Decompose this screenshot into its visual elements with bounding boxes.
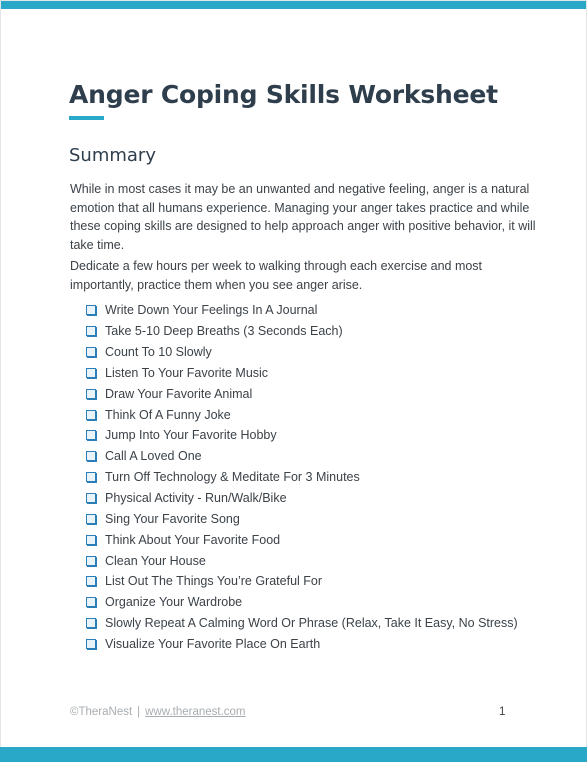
checklist-item[interactable]	[86, 571, 518, 592]
checklist-item-label: Think About Your Favorite Food	[105, 532, 281, 547]
checkbox-icon[interactable]	[86, 368, 96, 378]
checkbox-icon[interactable]	[86, 576, 96, 586]
checklist-item[interactable]	[86, 550, 518, 571]
checkbox-icon[interactable]	[86, 597, 96, 607]
checklist-item[interactable]	[86, 488, 518, 509]
checkbox-icon[interactable]	[86, 430, 96, 440]
checklist-item-label: Listen To Your Favorite Music	[105, 365, 269, 380]
footer-separator: |	[137, 706, 141, 718]
checklist-item[interactable]	[86, 342, 518, 363]
checkbox-icon[interactable]	[86, 535, 96, 545]
page-number: 1	[499, 706, 506, 718]
checklist-item[interactable]	[86, 446, 518, 467]
section-heading-summary: Summary	[69, 145, 156, 166]
bottom-accent-bar	[0, 747, 587, 762]
checklist-item-label: Organize Your Wardrobe	[105, 595, 243, 610]
checklist-item-label: Draw Your Favorite Animal	[105, 386, 253, 401]
checklist-item[interactable]	[86, 363, 518, 384]
coping-skills-checklist	[86, 300, 518, 654]
summary-paragraph-2: Dedicate a few hours per week to walking through each exercise and most importantly, practice them when you see anger arise.	[70, 259, 483, 292]
checklist-item[interactable]	[86, 634, 518, 655]
checkbox-icon[interactable]	[86, 493, 96, 503]
checkbox-icon[interactable]	[86, 326, 96, 336]
checklist-item[interactable]	[86, 404, 518, 425]
checkbox-icon[interactable]	[86, 451, 96, 461]
checkbox-icon[interactable]	[86, 389, 96, 399]
footer-copyright: ©TheraNest	[70, 706, 133, 718]
checklist-item-label: Call A Loved One	[105, 449, 202, 464]
checklist-item-label: Write Down Your Feelings In A Journal	[105, 303, 318, 318]
footer	[70, 706, 246, 718]
checkbox-icon[interactable]	[86, 556, 96, 566]
checklist-item[interactable]	[86, 508, 518, 529]
checklist-item-label: Sing Your Favorite Song	[105, 511, 240, 526]
checklist-item[interactable]	[86, 613, 518, 634]
checkbox-icon[interactable]	[86, 639, 96, 649]
checklist-item-label: Take 5-10 Deep Breaths (3 Seconds Each)	[105, 324, 343, 339]
checklist-item[interactable]	[86, 592, 518, 613]
checklist-item[interactable]	[86, 300, 518, 321]
summary-paragraph-1: While in most cases it may be an unwanted and negative feeling, anger is a natural emotion that all humans experience. Managing your anger takes practice and while these coping skills are designed to help approach anger with positive behavior, it will take time.	[70, 182, 536, 252]
checkbox-icon[interactable]	[86, 410, 96, 420]
checklist-item-label: Physical Activity - Run/Walk/Bike	[105, 491, 287, 506]
checklist-item[interactable]	[86, 383, 518, 404]
footer-website-link[interactable]: www.theranest.com	[145, 706, 246, 718]
page-title: Anger Coping Skills Worksheet	[69, 80, 498, 109]
checklist-item-label: List Out The Things You’re Grateful For	[105, 574, 323, 589]
checkbox-icon[interactable]	[86, 347, 96, 357]
checklist-item[interactable]	[86, 467, 518, 488]
checklist-item-label: Turn Off Technology & Meditate For 3 Minutes	[105, 470, 360, 485]
title-underline	[69, 116, 104, 120]
checkbox-icon[interactable]	[86, 472, 96, 482]
checklist-item-label: Slowly Repeat A Calming Word Or Phrase (Relax, Take It Easy, No Stress)	[105, 616, 518, 631]
checklist-item[interactable]	[86, 425, 518, 446]
checkbox-icon[interactable]	[86, 305, 96, 315]
checklist-item-label: Think Of A Funny Joke	[105, 407, 231, 422]
checklist-item[interactable]	[86, 529, 518, 550]
checklist-item[interactable]	[86, 321, 518, 342]
top-accent-bar	[0, 0, 587, 9]
checklist-item-label: Visualize Your Favorite Place On Earth	[105, 636, 321, 651]
checkbox-icon[interactable]	[86, 618, 96, 628]
checkbox-icon[interactable]	[86, 514, 96, 524]
checklist-item-label: Jump Into Your Favorite Hobby	[105, 428, 277, 443]
checklist-item-label: Clean Your House	[105, 553, 206, 568]
checklist-item-label: Count To 10 Slowly	[105, 345, 212, 360]
